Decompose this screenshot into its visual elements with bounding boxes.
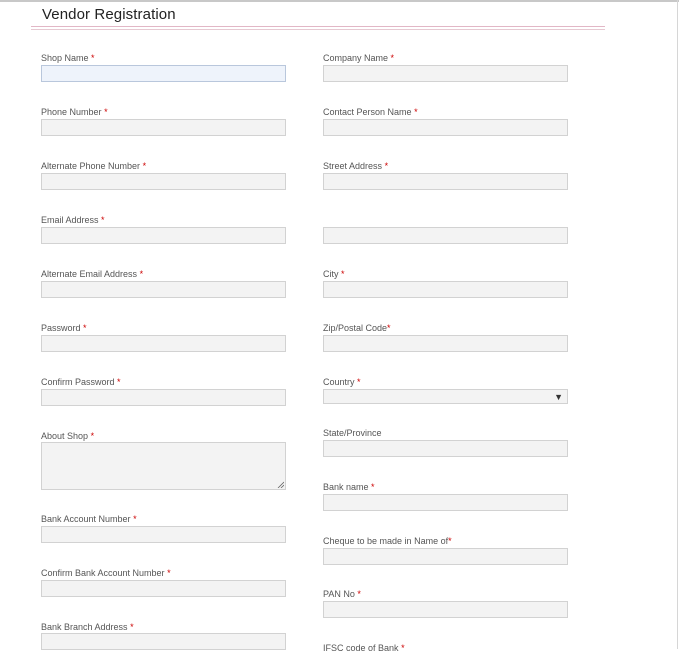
confirm-password-input[interactable] — [41, 389, 286, 406]
required-marker: * — [130, 622, 134, 632]
state-province-label: State/Province — [323, 428, 382, 438]
zip-code-label: Zip/Postal Code — [323, 323, 388, 333]
required-marker: * — [91, 53, 95, 63]
shop-name-input[interactable] — [41, 65, 286, 82]
bank-account-field — [41, 514, 137, 525]
cheque-name-input[interactable] — [323, 548, 568, 565]
city-label: City — [323, 269, 339, 279]
required-marker: * — [167, 568, 171, 578]
country-select[interactable] — [323, 389, 568, 404]
required-marker: * — [390, 53, 395, 63]
bank-branch-address-field — [41, 622, 134, 633]
street-address-input[interactable] — [323, 173, 568, 190]
window-top-border — [0, 0, 679, 2]
bank-name-label: Bank name — [323, 482, 369, 492]
password-label: Password — [41, 323, 81, 333]
required-marker: * — [341, 269, 345, 279]
cheque-name-label: Cheque to be made in Name of — [323, 536, 449, 546]
title-divider — [31, 26, 605, 27]
resize-handle-icon[interactable] — [277, 481, 284, 488]
required-marker: * — [387, 323, 391, 333]
contact-person-input[interactable] — [323, 119, 568, 136]
required-marker: * — [371, 482, 375, 492]
required-marker: * — [384, 161, 389, 171]
password-field — [41, 323, 87, 334]
bank-branch-address-input[interactable] — [41, 633, 286, 650]
street-address-label: Street Address — [323, 161, 383, 171]
required-marker: * — [90, 431, 95, 441]
company-name-input[interactable] — [323, 65, 568, 82]
shop-name-field — [41, 53, 95, 64]
street-address-line2-input[interactable] — [323, 227, 568, 244]
city-field — [323, 269, 345, 280]
pan-no-input[interactable] — [323, 601, 568, 618]
confirm-bank-account-label: Confirm Bank Account Number — [41, 568, 165, 578]
required-marker: * — [101, 215, 105, 225]
alternate-phone-field — [41, 161, 146, 172]
alternate-phone-input[interactable] — [41, 173, 286, 190]
confirm-password-label: Confirm Password — [41, 377, 115, 387]
shop-name-label: Shop Name — [41, 53, 89, 63]
bank-name-input[interactable] — [323, 494, 568, 511]
required-marker: * — [357, 377, 361, 387]
company-name-field — [323, 53, 394, 64]
required-marker: * — [357, 589, 361, 599]
confirm-bank-account-input[interactable] — [41, 580, 286, 597]
country-field — [323, 377, 361, 388]
contact-person-label: Contact Person Name — [323, 107, 412, 117]
alternate-email-field — [41, 269, 143, 280]
about-shop-field — [41, 431, 94, 442]
required-marker: * — [104, 107, 108, 117]
bank-account-input[interactable] — [41, 526, 286, 543]
pan-no-field — [323, 589, 361, 600]
window-right-border — [677, 0, 678, 649]
phone-number-label: Phone Number — [41, 107, 102, 117]
cheque-name-field — [323, 536, 452, 547]
dropdown-arrow-icon: ▼ — [554, 392, 563, 402]
alternate-email-input[interactable] — [41, 281, 286, 298]
pan-no-label: PAN No — [323, 589, 355, 599]
required-marker: * — [142, 161, 147, 171]
page-title: Vendor Registration — [42, 6, 176, 23]
required-marker: * — [139, 269, 144, 279]
country-label: Country — [323, 377, 355, 387]
password-input[interactable] — [41, 335, 286, 352]
required-marker: * — [448, 536, 452, 546]
bank-account-label: Bank Account Number — [41, 514, 131, 524]
company-name-label: Company Name — [323, 53, 389, 63]
email-address-label: Email Address — [41, 215, 99, 225]
zip-code-input[interactable] — [323, 335, 568, 352]
bank-name-field — [323, 482, 375, 493]
state-province-field — [323, 428, 382, 439]
confirm-bank-account-field — [41, 568, 171, 579]
email-address-input[interactable] — [41, 227, 286, 244]
city-input[interactable] — [323, 281, 568, 298]
confirm-password-field — [41, 377, 121, 388]
email-address-field — [41, 215, 105, 226]
street-address-field — [323, 161, 388, 172]
phone-number-field — [41, 107, 108, 118]
phone-number-input[interactable] — [41, 119, 286, 136]
about-shop-label: About Shop — [41, 431, 89, 441]
title-divider-secondary — [31, 29, 605, 30]
zip-code-field — [323, 323, 391, 334]
ifsc-code-label: IFSC code of Bank — [323, 643, 399, 653]
required-marker: * — [117, 377, 121, 387]
contact-person-field — [323, 107, 418, 118]
required-marker: * — [401, 643, 405, 653]
required-marker: * — [414, 107, 418, 117]
required-marker: * — [133, 514, 137, 524]
state-province-input[interactable] — [323, 440, 568, 457]
bank-branch-address-label: Bank Branch Address — [41, 622, 128, 632]
about-shop-textarea[interactable] — [41, 442, 286, 490]
alternate-email-label: Alternate Email Address — [41, 269, 138, 279]
alternate-phone-label: Alternate Phone Number — [41, 161, 141, 171]
required-marker: * — [83, 323, 87, 333]
